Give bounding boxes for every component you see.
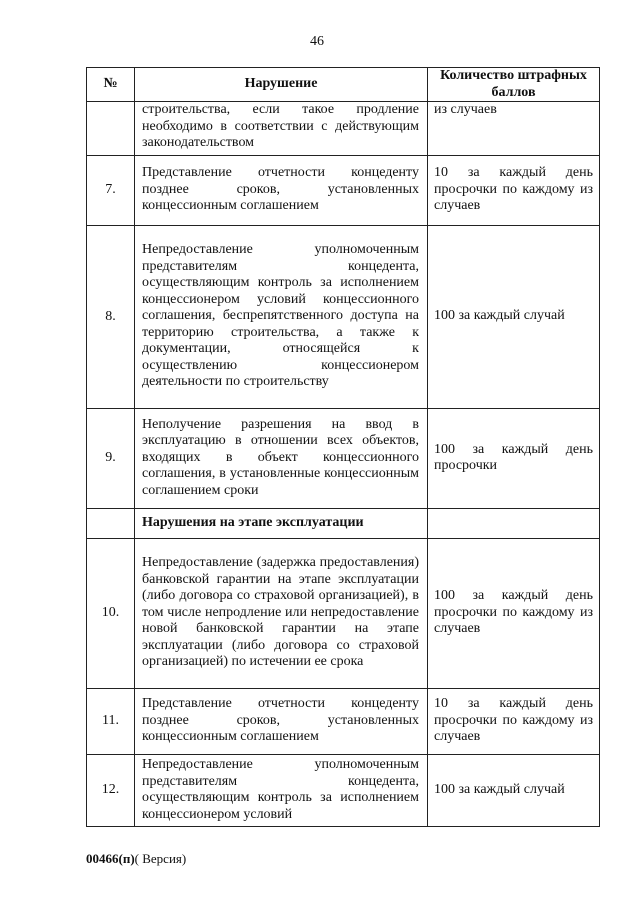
footer [86,851,186,867]
header-violation: Нарушение [135,68,428,102]
row-points: из случаев [428,102,600,156]
header-points: Количество штрафных баллов [428,68,600,102]
row-number [87,102,135,156]
row-violation: Представление отчетности концеденту позднее сроков, установленных концессионным соглашением [135,156,428,226]
table-header-row [87,68,600,102]
row-violation: Непредоставление уполномоченным представителям концедента, осуществляющим контроль за исполнением концессионером условий [135,755,428,827]
penalty-table [86,67,600,827]
document-version: ( Версия) [134,851,187,866]
row-points: 100 за каждый случай [428,755,600,827]
row-points: 100 за каждый день просрочки [428,409,600,509]
table-row [87,689,600,755]
row-number: 11. [87,689,135,755]
table-row [87,102,600,156]
row-number: 12. [87,755,135,827]
row-points: 10 за каждый день просрочки по каждому из случаев [428,156,600,226]
section-points-cell [428,509,600,539]
section-number-cell [87,509,135,539]
table-row [87,539,600,689]
section-row [87,509,600,539]
row-number: 7. [87,156,135,226]
row-points: 10 за каждый день просрочки по каждому из случаев [428,689,600,755]
document-code: 00466(п) [86,851,135,866]
row-violation: строительства, если такое продление необходимо в соответствии с действующим законодательством [135,102,428,156]
table-row [87,226,600,409]
row-points: 100 за каждый день просрочки по каждому из случаев [428,539,600,689]
row-number: 10. [87,539,135,689]
row-number: 8. [87,226,135,409]
section-title: Нарушения на этапе эксплуатации [135,509,428,539]
row-violation: Представление отчетности концеденту позднее сроков, установленных концессионным соглашением [135,689,428,755]
table-row [87,755,600,827]
table-row [87,409,600,509]
row-number: 9. [87,409,135,509]
row-violation: Неполучение разрешения на ввод в эксплуатацию в отношении всех объектов, входящих в объект концессионного соглашения, в установленные концессионным соглашением сроки [135,409,428,509]
table-row [87,156,600,226]
row-violation: Непредоставление уполномоченным представителям концедента, осуществляющим контроль за исполнением концессионером условий концессионного соглашения, беспрепятственного доступа на территорию строительства, а также к документации, относящейся к осуществлению концессионером деятельности по строительству [135,226,428,409]
row-points: 100 за каждый случай [428,226,600,409]
header-number: № [87,68,135,102]
row-violation: Непредоставление (задержка предоставления) банковской гарантии на этапе эксплуатации (либо договора со страховой организацией), в том числе непродление или непредоставление новой банковской гарантии на этапе эксплуатации (либо договора со страховой организацией) по истечении ее срока [135,539,428,689]
page-number: 46 [310,34,324,49]
